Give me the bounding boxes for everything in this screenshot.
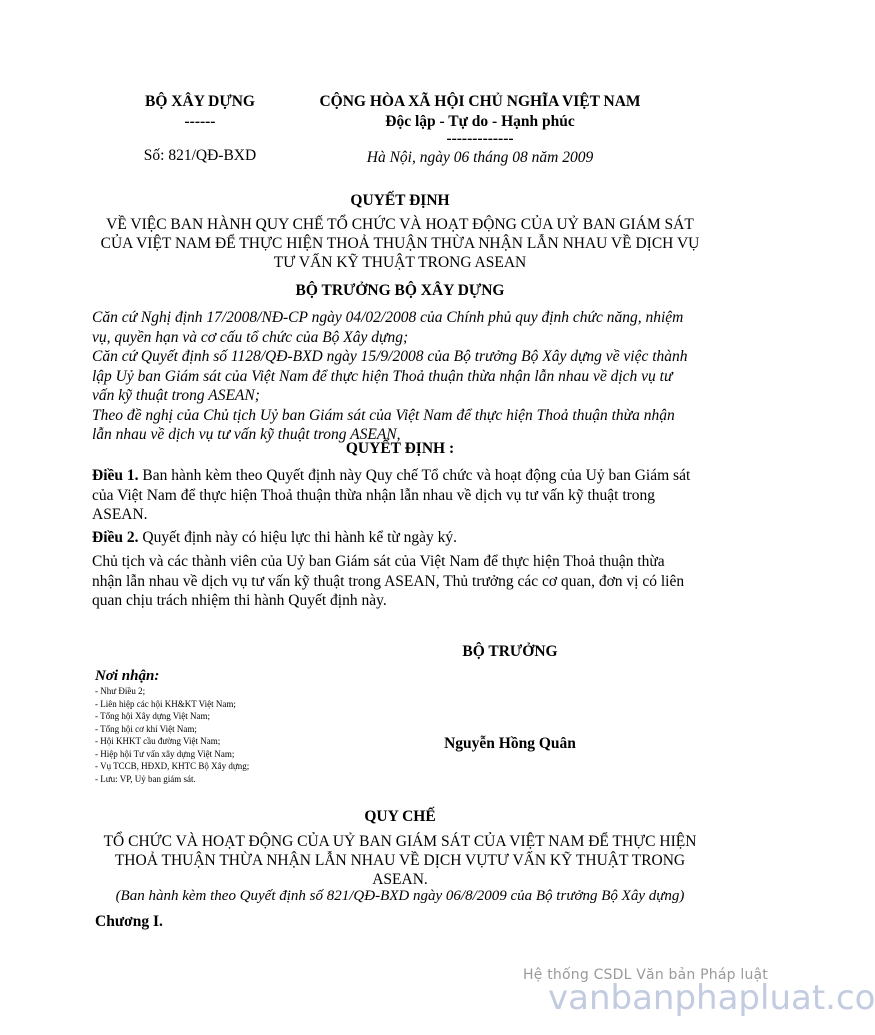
watermark-caption: Hệ thống CSDL Văn bản Pháp luật <box>523 967 768 983</box>
recipients-list <box>95 685 355 785</box>
place-date: Hà Nội, ngày 06 tháng 08 năm 2009 <box>366 149 594 166</box>
signer-name: Nguyễn Hồng Quân <box>444 735 576 752</box>
preamble <box>92 308 708 445</box>
recipient-item: - Tổng hội cơ khí Việt Nam; <box>95 723 197 734</box>
signer-title: BỘ TRƯỞNG <box>462 643 558 660</box>
preamble-line: vụ, quyền hạn và cơ cấu tổ chức của Bộ Xây dựng; <box>92 328 409 346</box>
preamble-line: Theo đề nghị của Chủ tịch Uỷ ban Giám sát của Việt Nam để thực hiện Thoả thuận thừa nhận <box>92 406 675 424</box>
country-name: CỘNG HÒA XÃ HỘI CHỦ NGHĨA VIỆT NAM <box>319 93 641 110</box>
ministry-name: BỘ XÂY DỰNG <box>145 93 255 110</box>
article-2 <box>92 528 708 548</box>
header-left <box>95 92 305 166</box>
decision-subject-line: VỀ VIỆC BAN HÀNH QUY CHẾ TỔ CHỨC VÀ HOẠT ĐỘNG CỦA UỶ BAN GIÁM SÁT <box>106 216 694 233</box>
preamble-line: vấn kỹ thuật trong ASEAN; <box>92 387 260 404</box>
recipient-item: - Lưu: VP, Uỷ ban giám sát. <box>95 773 196 784</box>
closing-line: Chủ tịch và các thành viên của Uỷ ban Giám sát của Việt Nam để thực hiện Thoả thuận thừa <box>92 553 665 570</box>
national-motto: Độc lập - Tự do - Hạnh phúc <box>385 113 575 130</box>
decides-heading: QUYẾT ĐỊNH : <box>345 440 455 457</box>
ministry-rule: ------ <box>184 113 216 130</box>
regulation-title: QUY CHẾ <box>364 808 436 825</box>
closing-paragraph <box>92 552 708 611</box>
preamble-line: Căn cứ Quyết định số 1128/QĐ-BXD ngày 15/9/2008 của Bộ trưởng Bộ Xây dựng về việc thành <box>92 348 688 365</box>
preamble-line: lập Uỷ ban Giám sát của Việt Nam để thực hiện Thoả thuận thừa nhận lẫn nhau về dịch vụ tư <box>92 367 673 385</box>
regulation-issued-note: (Ban hành kèm theo Quyết định số 821/QĐ-BXD ngày 06/8/2009 của Bộ trưởng Bộ Xây dựng) <box>115 888 685 904</box>
chapter-heading: Chương I. <box>95 913 163 930</box>
preamble-line: lẫn nhau về dịch vụ tư vấn kỹ thuật trong ASEAN, <box>92 426 401 443</box>
regulation-subject-line: ASEAN. <box>372 871 428 888</box>
recipient-item: - Tổng hội Xây dựng Việt Nam; <box>95 711 210 721</box>
article-1-text: Ban hành kèm theo Quyết định này Quy chế Tổ chức và hoạt động của Uỷ ban Giám sát <box>138 467 691 484</box>
recipient-item: - Hội KHKT cầu đường Việt Nam; <box>95 736 221 746</box>
issuing-authority: BỘ TRƯỞNG BỘ XÂY DỰNG <box>295 282 505 299</box>
article-1 <box>92 466 708 525</box>
article-1-line: của Việt Nam để thực hiện Thoả thuận thừa nhận lẫn nhau về dịch vụ tư vấn kỹ thuật trong <box>92 486 656 504</box>
recipient-item: - Như Điều 2; <box>95 686 146 696</box>
header-right <box>290 92 670 168</box>
article-2-text: Quyết định này có hiệu lực thi hành kể từ ngày ký. <box>138 529 458 546</box>
article-1-label: Điều 1. <box>92 467 139 484</box>
decision-subject <box>92 215 708 272</box>
watermark-site: vanbanphapluat.co <box>548 978 875 1018</box>
recipient-item: - Vụ TCCB, HĐXD, KHTC Bộ Xây dựng; <box>95 761 250 771</box>
recipients-title: Nơi nhận: <box>95 668 160 684</box>
article-2-label: Điều 2. <box>92 529 139 546</box>
recipient-item: - Hiệp hội Tư vấn xây dựng Việt Nam; <box>95 748 235 759</box>
document-number: Số: 821/QĐ-BXD <box>143 147 257 164</box>
motto-rule: ------------- <box>446 130 514 147</box>
decision-subject-line: CỦA VIỆT NAM ĐỂ THỰC HIỆN THOẢ THUẬN THỪA NHẬN LẪN NHAU VỀ DỊCH VỤ <box>100 235 700 252</box>
recipient-item: - Liên hiệp các hội KH&KT Việt Nam; <box>95 698 236 709</box>
regulation-subject-line: THOẢ THUẬN THỪA NHẬN LẪN NHAU VỀ DỊCH VỤTƯ VẤN KỸ THUẬT TRONG <box>114 852 686 869</box>
regulation-subject-line: TỔ CHỨC VÀ HOẠT ĐỘNG CỦA UỶ BAN GIÁM SÁT CỦA VIỆT NAM ĐỂ THỰC HIỆN <box>103 833 697 850</box>
decision-title: QUYẾT ĐỊNH <box>350 192 450 209</box>
preamble-line: Căn cứ Nghị định 17/2008/NĐ-CP ngày 04/02/2008 của Chính phủ quy định chức năng, nhiệm <box>92 309 684 326</box>
article-1-line: ASEAN. <box>92 506 148 523</box>
decision-subject-line: TƯ VẤN KỸ THUẬT TRONG ASEAN <box>273 254 527 271</box>
regulation-subject <box>92 832 708 889</box>
closing-line: nhận lẫn nhau về dịch vụ tư vấn kỹ thuật trong ASEAN, Thủ trưởng các cơ quan, đơn vị có liên <box>92 572 685 590</box>
closing-line: quan chịu trách nhiệm thi hành Quyết định này. <box>92 592 387 609</box>
